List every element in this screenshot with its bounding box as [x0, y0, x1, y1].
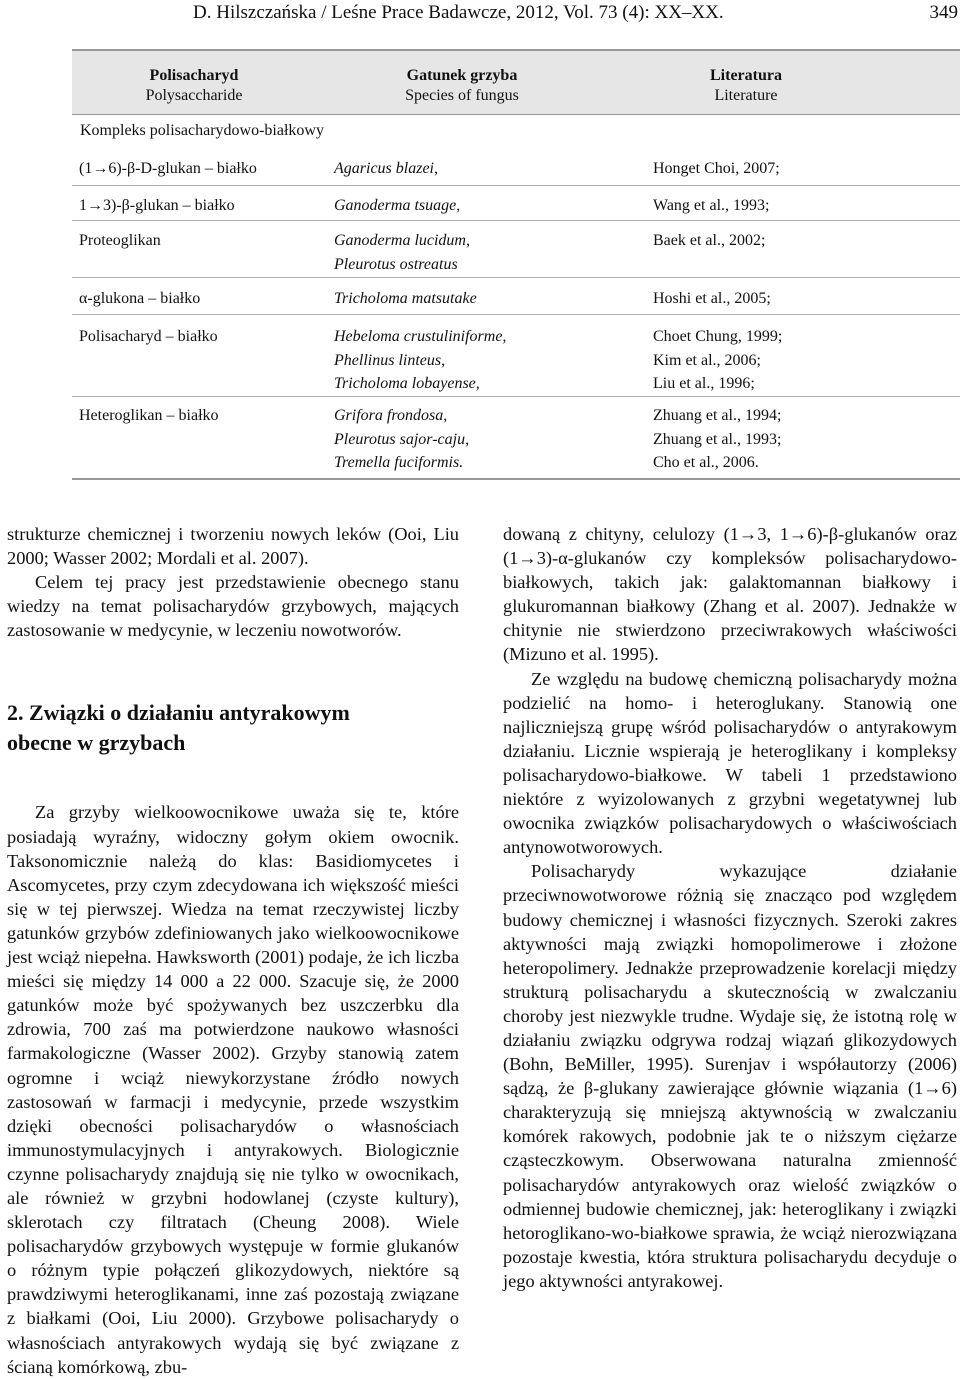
section-heading: 2. Związki o działaniu antyrakowym obecne w grzybach: [7, 700, 350, 756]
table-bottom-rule: [72, 478, 960, 480]
table-row: Polisacharyd – białko Hebeloma crustuliniforme, Phellinus linteus, Tricholoma lobayense, Choet Chung, 1999; Kim et al., 2006; Liu et al., 1996;: [72, 314, 960, 315]
right-text-column: [503, 522, 957, 1293]
paragraph: strukturze chemicznej i tworzeniu nowych leków (Ooi, Liu 2000; Wasser 2002; Mordali et al. 2007).: [7, 524, 459, 569]
table-row: Proteoglikan Ganoderma lucidum, Pleurotus ostreatus Baek et al., 2002;: [72, 220, 960, 221]
column-header-literature: Literatura Literature: [710, 67, 782, 104]
column-header-species: Gatunek grzyba Species of fungus: [405, 67, 519, 104]
running-header: [0, 2, 960, 32]
table-group-title: Kompleks polisacharydowo-białkowy: [80, 122, 324, 139]
paragraph: Celem tej pracy jest przedstawienie obecnego stanu wiedzy na temat polisacharydów grzybowych, mających zastosowanie w medycynie, w leczeniu nowotworów.: [7, 572, 459, 641]
paragraph: Za grzyby wielkoowocnikowe uważa się te, które posiadają wyraźny, widoczny gołym okiem owocnik. Taksonomicznie należą do klas: Basidiomycetes i Ascomycetes, przy czym zdecydowana ich większość mieści się w tej pierwszej. Wiedza na temat rzeczywistej liczby gatunków grzybów zdefiniowanych jako wielkoowocnikowe jest wciąż niepełna. Hawksworth (2001) podaje, że ich liczba mieści się między 14 000 a 22 000. Szacuje się, że 2000 gatunków może być spożywanych bez uszczerbku dla zdrowia, 700 zaś ma potwierdzone naukowo własności farmakologiczne (Wasser 2002). Grzyby stanowią zatem ogromne i wciąż niewykorzystane źródło nowych zastosowań w farmacji i medycynie, przede wszystkim dzięki obecności polisacharydów o własnościach immunostymulacyjnych i antyrakowych. Biologicznie czynne polisacharydy znajdują się nie tylko w owocnikach, ale również w grzybni hodowlanej (czyste kultury), sklerotach czy filtratach (Cheung 2008). Wiele polisacharydów grzybowych występuje w formie glukanów o różnym typie połączeń glikozydowych, niektóre są prawdziwymi heteroglikanami, inne zaś pozostają związane z białkami (Ooi, Liu 2000). Grzybowe polisacharydy o własnościach antyrakowych wydają się być związane z ścianą komórkową, zbu-: [7, 802, 459, 1377]
page-number: 349: [929, 2, 958, 23]
table-row: 1→3)-β-glukan – białko Ganoderma tsuage, Wang et al., 1993;: [72, 185, 960, 194]
paragraph: dowaną z chityny, celulozy (1→3, 1→6)-β-glukanów oraz (1→3)-α-glukanów czy kompleksów polisacharydowo-białkowych, takich jak: galaktomannan białkowy i glukuromannan białkowy (Zhang et al. 2007). Jednakże w chitynie nie stwierdzono przeciwrakowych właściwości (Mizuno et al. 1995).: [503, 524, 957, 665]
table-header: [72, 49, 960, 115]
journal-citation: D. Hilszczańska / Leśne Prace Badawcze, 2012, Vol. 73 (4): XX–XX.: [193, 2, 724, 23]
table-row: Heteroglikan – białko Grifora frondosa, Pleurotus sajor-caju, Tremella fuciformis. Zhuang et al., 1994; Zhuang et al., 1993; Cho et al., 2006.: [72, 396, 960, 397]
paragraph: Ze względu na budowę chemiczną polisacharydy można podzielić na homo- i heteroglukany. Stanowią one najliczniejszą grupę wśród polisacharydów o antyrakowym działaniu. Licznie wspierają je heteroglikany i kompleksy polisacharydowo-białkowe. W tabeli 1 przedstawiono niektóre z wyizolowanych z grzybni wegetatywnej lub owocnika związków polisacharydowych o właściwościach antynowotworowych.: [503, 668, 957, 858]
column-header-polysaccharide: Polisacharyd Polysaccharide: [145, 67, 243, 104]
left-text-column: [7, 522, 459, 1379]
polysaccharide-table: Polisacharyd Polysaccharide Gatunek grzyba Species of fungus Literatura Literature Kompleks polisacharydowo-białkowy (1→6)-β-D-glukan – białko Agaricus blazei, Honget Choi, 2007; 1→3)-β-glukan – białko Ganoderma tsuage, Wang et al., 1993; Proteoglikan Ganoderma lucidum, Pleurotus ostreatus Baek et al., 2002; α-glukona – białko Tricholoma matsutake Hoshi et al., 2005; Polisacharyd – białko Hebeloma crustuliniforme, Phellinus linteus, Tricholoma lobayense, Choet Chung, 1999; Kim et al., 2006; Liu et al., 1996; Heteroglikan – białko Grifora frondosa, Pleurotus sajor-caju, Tremella fuciformis. Zhuang et al., 1994; Zhuang et al., 1993; Cho et al., 2006.: [72, 49, 960, 115]
paragraph: Polisacharydy wykazujące działanie przeciwnowotworowe różnią się znacząco pod względem budowy chemicznej i własności fizycznych. Szeroki zakres aktywności mają związki homopolimerowe i złożone heteropolimery. Jednakże przeprowadzenie korelacji między strukturą polisacharydu a skutecznością w zwalczaniu choroby jest niezwykle trudne. Wydaje się, że istotną rolę w działaniu związku odgrywa rodzaj wiązań glikozydowych (Bohn, BeMiller, 1995). Surenjav i współautorzy (2006) sądzą, że β-glukany zawierające głównie wiązania (1→6) charakteryzują się mniejszą aktywnością w zwalczaniu komórek rakowych, podobnie jak te o niższym ciężarze cząsteczkowym. Obserwowana naturalna zmienność polisacharydów antyrakowych oraz wielość związków o odmiennej budowie chemicznej, jak: heteroglikany i związki hetoroglikano-wo-białkowe sprawia, że wciąż nierozwiązana pozostaje kwestia, która struktura polisacharydu decyduje o jego aktywności antyrakowej.: [503, 861, 957, 1291]
table-row: α-glukona – białko Tricholoma matsutake Hoshi et al., 2005;: [72, 277, 960, 278]
